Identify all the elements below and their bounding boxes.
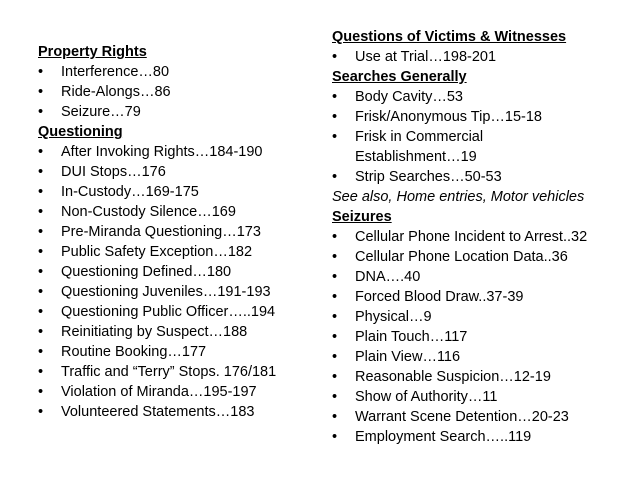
list-item: • Plain View…116 [332, 349, 461, 365]
see-also-note: See also, Home entries, Motor vehicles [332, 189, 585, 205]
property-rights-list [38, 62, 308, 122]
list-item: • After Invoking Rights…184-190 [38, 144, 263, 160]
list-item: • Forced Blood Draw..37-39 [332, 289, 524, 305]
list-item: • Interference…80 [38, 64, 170, 80]
list-item: • Employment Search…..119 [332, 429, 532, 445]
seizures-list [332, 227, 632, 447]
bullet-icon: • [38, 104, 44, 120]
list-item: • Questioning Juveniles…191-193 [38, 284, 271, 300]
bullet-icon: • [332, 89, 338, 105]
bullet-icon: • [38, 64, 44, 80]
list-item: • Physical…9 [332, 309, 432, 325]
list-item: • Questioning Public Officer…..194 [38, 304, 276, 320]
questioning-list [38, 142, 308, 422]
list-item: • DUI Stops…176 [38, 164, 166, 180]
right-column [332, 27, 632, 447]
list-item: • Frisk/Anonymous Tip…15-18 [332, 109, 542, 125]
list-item: • Ride-Alongs…86 [38, 84, 171, 100]
list-item: • Traffic and “Terry” Stops. 176/181 [38, 364, 277, 380]
list-item: • Non-Custody Silence…169 [38, 204, 236, 220]
bullet-icon: • [38, 364, 44, 380]
section-heading-questions-of-victims: Questions of Victims & Witnesses [332, 29, 567, 45]
list-item: • Body Cavity…53 [332, 89, 463, 105]
list-item: • DNA….40 [332, 269, 421, 285]
section-heading-questioning: Questioning [38, 124, 123, 140]
bullet-icon: • [38, 344, 44, 360]
bullet-icon: • [332, 169, 338, 185]
bullet-icon: • [332, 389, 338, 405]
list-item: • Pre-Miranda Questioning…173 [38, 224, 261, 240]
bullet-icon: • [38, 84, 44, 100]
bullet-icon: • [38, 384, 44, 400]
bullet-icon: • [332, 249, 338, 265]
bullet-icon: • [38, 244, 44, 260]
list-item: • Volunteered Statements…183 [38, 404, 255, 420]
bullet-icon: • [332, 269, 338, 285]
bullet-icon: • [332, 369, 338, 385]
bullet-icon: • [332, 109, 338, 125]
section-heading-searches-generally: Searches Generally [332, 69, 467, 85]
bullet-icon: • [332, 129, 338, 145]
list-item: • Questioning Defined…180 [38, 264, 232, 280]
section-heading-property-rights: Property Rights [38, 44, 147, 60]
list-item: • Plain Touch…117 [332, 329, 468, 345]
list-item: • Cellular Phone Incident to Arrest..32 [332, 229, 588, 245]
bullet-icon: • [38, 144, 44, 160]
section-heading-seizures: Seizures [332, 209, 392, 225]
list-item: • Violation of Miranda…195-197 [38, 384, 257, 400]
list-item: • Reinitiating by Suspect…188 [38, 324, 248, 340]
bullet-icon: • [38, 184, 44, 200]
list-item: • Routine Booking…177 [38, 344, 207, 360]
list-item: • Strip Searches…50-53 [332, 169, 502, 185]
bullet-icon: • [38, 264, 44, 280]
victims-witnesses-list [332, 47, 632, 67]
list-item: • Use at Trial…198-201 [332, 49, 497, 65]
bullet-icon: • [38, 164, 44, 180]
bullet-icon: • [332, 289, 338, 305]
bullet-icon: • [332, 49, 338, 65]
list-item: • Frisk in Commercial Establishment…19 [332, 129, 484, 165]
list-item: • Public Safety Exception…182 [38, 244, 253, 260]
bullet-icon: • [38, 204, 44, 220]
searches-list [332, 87, 632, 187]
bullet-icon: • [332, 349, 338, 365]
bullet-icon: • [332, 429, 338, 445]
list-item: • Seizure…79 [38, 104, 141, 120]
bullet-icon: • [38, 404, 44, 420]
list-item: • Show of Authority…11 [332, 389, 498, 405]
list-item: • Warrant Scene Detention…20-23 [332, 409, 569, 425]
bullet-icon: • [38, 324, 44, 340]
bullet-icon: • [332, 329, 338, 345]
bullet-icon: • [38, 284, 44, 300]
bullet-icon: • [332, 309, 338, 325]
list-item: • Reasonable Suspicion…12-19 [332, 369, 551, 385]
list-item: • In-Custody…169-175 [38, 184, 199, 200]
bullet-icon: • [332, 409, 338, 425]
bullet-icon: • [332, 229, 338, 245]
left-column [38, 42, 308, 422]
bullet-icon: • [38, 304, 44, 320]
list-item: • Cellular Phone Location Data..36 [332, 249, 568, 265]
bullet-icon: • [38, 224, 44, 240]
